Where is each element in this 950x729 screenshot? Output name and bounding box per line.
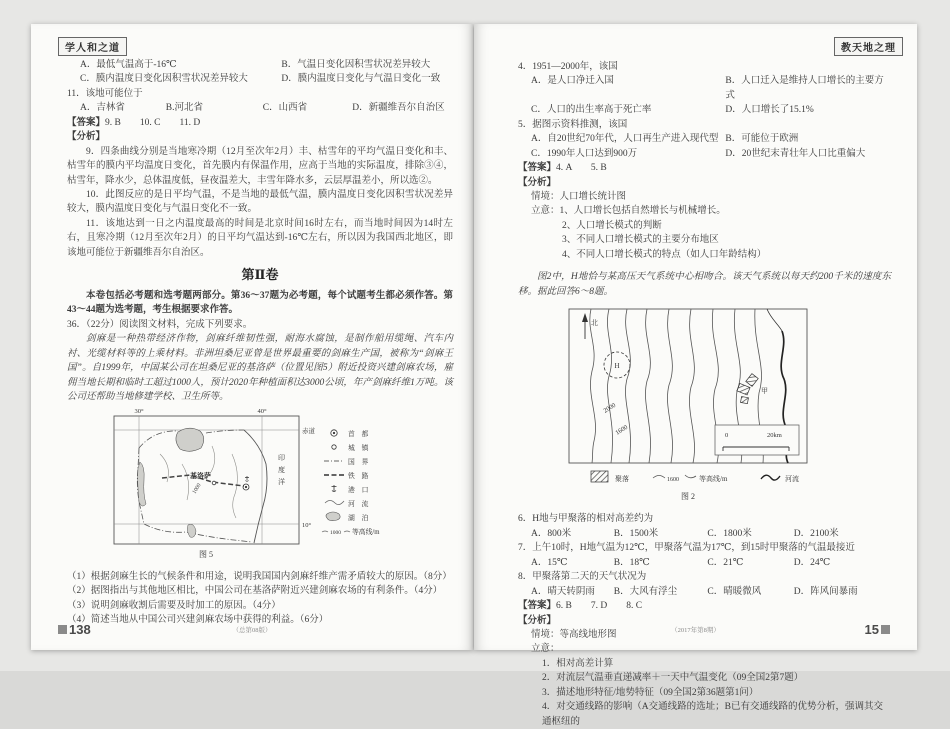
contour-label: 1000 bbox=[191, 482, 203, 496]
option-label: C．山西省 bbox=[262, 103, 308, 114]
intent-line: 2．对流层气温垂直递减率＋一天中气温变化（09全国2第7题） bbox=[542, 673, 804, 684]
situation-line: 情境：人口增长统计图 bbox=[531, 191, 627, 202]
answer-values: 6. B 7. D 8. C bbox=[556, 601, 643, 612]
option-label: D．阵风间暴雨 bbox=[793, 586, 858, 597]
legend-label: 首 都 bbox=[348, 431, 369, 439]
legend-label: 铁 路 bbox=[348, 473, 369, 481]
lake-victoria bbox=[176, 429, 204, 452]
answer-label: 【答案】 bbox=[518, 601, 557, 612]
contour-value-label: 2000 bbox=[601, 401, 617, 415]
option-label: D．24℃ bbox=[793, 557, 831, 568]
lon-label: 40° bbox=[257, 408, 267, 416]
question-stem: 11．该地可能位于 bbox=[67, 88, 143, 99]
option-label: C．21℃ bbox=[707, 557, 744, 568]
legend-label: 河 流 bbox=[348, 501, 369, 509]
intent-line: 3．描述地形特征/地势特征（09全国2第36题第1问） bbox=[542, 687, 759, 698]
column-badge-left: 学人和之道 bbox=[58, 37, 127, 56]
option-label: B．可能位于欧洲 bbox=[725, 134, 799, 145]
situation-line: 情境：等高线地形图 bbox=[531, 629, 617, 640]
tanzania-map bbox=[94, 406, 426, 562]
map-caption: 图 2 bbox=[680, 492, 695, 501]
legend-label: 等高线/m bbox=[352, 529, 380, 537]
option-label: C．1990年人口达到900万 bbox=[531, 148, 638, 159]
legend-contour-icon bbox=[344, 531, 350, 532]
option-label: B．18℃ bbox=[613, 557, 650, 568]
lat-label: 10° bbox=[302, 522, 312, 530]
contour-line bbox=[625, 309, 630, 463]
capital-symbol-dot bbox=[245, 486, 247, 488]
contour-value-label: 1600 bbox=[613, 423, 629, 437]
question-group-intro: 图2中，H地恰与某高压天气系统中心相吻合。该天气系统以每天约200千米的速度东移。据此回答6～8题。 bbox=[518, 272, 891, 297]
settlement-block bbox=[745, 374, 757, 387]
option-label: B．人口迁入是维持人口增长的主要方式 bbox=[725, 76, 884, 101]
issue-label-left: （总第08版） bbox=[232, 627, 272, 634]
map-caption: 图 5 bbox=[199, 550, 213, 560]
legend-port-icon bbox=[332, 485, 337, 492]
legend-river-icon bbox=[761, 475, 780, 480]
analysis-heading: 【分析】 bbox=[67, 132, 106, 143]
legend-contour-icon bbox=[322, 531, 328, 532]
contour-line bbox=[589, 309, 595, 463]
legend-label: 城 镇 bbox=[348, 445, 369, 453]
analysis-paragraph: 10．此图反应的是日平均气温，不是当地的最低气温，膜内温度日变化因积雪状况差异较大，膜内温度日变化与气温日变化不一致。 bbox=[67, 189, 453, 215]
subquestion-item: （3）说明剑麻收割后需要及时加工的原因。（4分） bbox=[67, 600, 281, 611]
analysis-paragraph: 11．该地达到一日之内温度最高的时间是北京时间16时左右，而当地时间因为14时左右，且寒冷期（12月至次年2月）的日平均气温达到-16℃左右，所以因为我国西北地区，即该地可能位于新疆维吾尔自治区。 bbox=[67, 218, 453, 258]
contour-line bbox=[645, 309, 650, 463]
lake-malawi bbox=[187, 525, 196, 538]
intent-line: 1．相对高差计算 bbox=[542, 658, 614, 669]
legend-lake-icon bbox=[326, 512, 340, 521]
subquestion-item: （4）简述当地从中国公司兴建剑麻农场中获得的利益。（6分） bbox=[67, 615, 329, 626]
question-stem: 7．上午10时，H地气温为12℃，甲聚落气温为17℃，到15时甲聚落的气温最接近 bbox=[518, 543, 855, 554]
legend-capital-icon-dot bbox=[333, 432, 335, 434]
intent-line: 2、人口增长模式的判断 bbox=[562, 220, 662, 231]
city-dot-kilosa bbox=[212, 482, 216, 486]
h-label: H bbox=[613, 362, 620, 370]
subquestion-item: （1）根据剑麻生长的气候条件和用途，说明我国国内剑麻纤维产需矛盾较大的原因。（8分） bbox=[67, 571, 452, 582]
scale-bar bbox=[715, 425, 799, 455]
options-row bbox=[518, 103, 891, 117]
contour-line bbox=[667, 309, 672, 463]
lon-label: 30° bbox=[134, 408, 144, 416]
answer-values: 4. A 5. B bbox=[556, 163, 607, 174]
options-row bbox=[67, 101, 453, 115]
option-label: B．大风有浮尘 bbox=[613, 586, 678, 597]
river bbox=[160, 446, 237, 518]
legend-label: 湖 泊 bbox=[348, 515, 369, 523]
legend-label: 河流 bbox=[784, 475, 799, 483]
intent-line: 立意：1、人口增长包括自然增长与机械增长。 bbox=[531, 206, 726, 217]
answer-label: 【答案】 bbox=[518, 163, 557, 174]
intent-line: 4．对交通线路的影响（A交通线路的选址；B已有交通线路的优势分析，强调其交通枢纽的 bbox=[542, 702, 883, 727]
option-label: C．膜内温度日变化因积雪状况差异较大 bbox=[80, 74, 248, 85]
analysis-heading: 【分析】 bbox=[518, 177, 557, 188]
page-number-value: 15 bbox=[864, 622, 879, 637]
scale-label: 0 bbox=[724, 432, 728, 439]
subquestion-item: （2）据图指出与其他地区相比，中国公司在基洛萨附近兴建剑麻农场的有利条件。（4分） bbox=[67, 586, 443, 597]
legend-river-icon bbox=[325, 501, 344, 505]
contour-line bbox=[607, 309, 612, 463]
legend-town-icon bbox=[332, 445, 336, 449]
contour-map-figure bbox=[518, 301, 891, 510]
ocean-label: 印 度 洋 bbox=[278, 454, 285, 487]
settlement-cluster bbox=[736, 374, 767, 404]
column-badge-right: 教天地之理 bbox=[834, 37, 903, 56]
legend-label: 港 口 bbox=[348, 487, 369, 495]
section-intro: 本卷包括必考题和选考题两部分。第36～37题为必考题，每个试题考生都必须作答。第43～44题为选考题，考生根据要求作答。 bbox=[67, 290, 453, 316]
city-label-kilosa: 基洛萨 bbox=[190, 472, 211, 481]
port-symbol bbox=[245, 476, 249, 481]
option-label: A．15℃ bbox=[531, 557, 568, 568]
options-row bbox=[518, 527, 891, 541]
scale-box bbox=[715, 425, 799, 455]
contour-line bbox=[689, 309, 694, 463]
answer-label: 【答案】 bbox=[67, 117, 106, 128]
legend-settlement-icon bbox=[591, 471, 608, 482]
option-label: C．人口的出生率高于死亡率 bbox=[531, 105, 652, 116]
options-row bbox=[67, 72, 453, 86]
legend-label: 等高线/m bbox=[698, 475, 727, 483]
option-label: A．最低气温高于-16℃ bbox=[80, 60, 177, 70]
option-label: D．新疆维吾尔自治区 bbox=[352, 103, 445, 114]
north-label: 北 bbox=[590, 319, 598, 327]
legend-contour-icon bbox=[653, 476, 665, 479]
analysis-paragraph: 9．四条曲线分别是当地寒冷期（12月至次年2月）丰、枯雪年的平均气温日变化和丰、枯雪年的膜内平均温度日变化，首先膜内有保温作用，应高于当地的实际温度，排除③④，枯雪年，降水少，总体温度低，昼夜温差大，丰雪年降水多，云层厚温差小，所以选②。 bbox=[67, 146, 453, 186]
analysis-heading: 【分析】 bbox=[518, 615, 557, 626]
intent-line: 3、不同人口增长模式的主要分布地区 bbox=[562, 235, 719, 246]
answer-line bbox=[518, 161, 891, 175]
equator-label: 赤道 bbox=[302, 428, 315, 436]
legend-contour-value: 1000 bbox=[330, 530, 341, 537]
river-line bbox=[767, 309, 782, 331]
option-label: A．自20世纪70年代，人口再生产进入现代型 bbox=[531, 134, 719, 145]
question-stem: 4．1951—2000年，该国 bbox=[518, 62, 618, 72]
options-row bbox=[67, 58, 453, 72]
option-label: B.河北省 bbox=[165, 103, 203, 114]
answer-values: 9. B 10. C 11. D bbox=[105, 117, 201, 128]
tanzania-map-figure bbox=[67, 406, 453, 567]
options-row bbox=[518, 147, 891, 161]
answer-line bbox=[67, 116, 453, 130]
map-legend bbox=[322, 429, 380, 536]
option-label: A．800米 bbox=[531, 528, 572, 539]
legend-contour-icon bbox=[685, 475, 696, 478]
options-row bbox=[518, 585, 891, 599]
map-legend bbox=[591, 471, 799, 483]
contour-map bbox=[555, 301, 855, 505]
lake-tanganyika bbox=[138, 462, 146, 506]
question-stem: 5．据图示资料推测，该国 bbox=[518, 119, 628, 130]
option-label: A．吉林省 bbox=[80, 103, 125, 114]
right-page bbox=[474, 24, 917, 727]
option-label: D．20世纪末青壮年人口比重偏大 bbox=[725, 148, 866, 159]
left-page bbox=[31, 24, 473, 650]
option-label: D．膜内温度日变化与气温日变化一致 bbox=[281, 74, 441, 85]
section-heading: 第Ⅱ卷 bbox=[241, 267, 279, 283]
option-label: B．1500米 bbox=[613, 528, 659, 539]
option-label: C．1800米 bbox=[707, 528, 752, 539]
question-36-material: 剑麻是一种热带经济作物，剑麻纤维韧性强，耐海水腐蚀，是制作船用缆绳、汽车内衬、光缆材料等的上乘材料。非洲坦桑尼亚曾是世界最重要的剑麻生产国，被称为“剑麻王国”。自1999年，中国某公司在坦桑尼亚的基洛萨（位置见图5）附近投资兴建剑麻农场，雇佣当地长期和临时工超过1000人，预计2020年种植面积达3000公顷，年产剑麻纤维1万吨。该公司还帮助当地修建学校、卫生所等。 bbox=[67, 334, 453, 402]
coastline bbox=[244, 430, 267, 543]
options-row bbox=[518, 132, 891, 146]
answer-line bbox=[518, 599, 891, 613]
left-page-content bbox=[67, 58, 453, 628]
options-row bbox=[518, 556, 891, 570]
settlement-label: 甲 bbox=[760, 387, 768, 395]
option-label: D．2100米 bbox=[793, 528, 839, 539]
question-stem: 8．甲聚落第二天的天气状况为 bbox=[518, 572, 647, 583]
settlement-block bbox=[736, 383, 749, 395]
question-36-heading: 36．（22分）阅读图文材料，完成下列要求。 bbox=[67, 319, 253, 330]
intent-heading: 立意： bbox=[531, 644, 560, 655]
legend-label: 聚落 bbox=[614, 475, 629, 483]
option-label: D．人口增长了15.1% bbox=[725, 105, 814, 116]
question-stem: 6．H地与甲聚落的相对高差约为 bbox=[518, 514, 654, 525]
issue-label-right: （2017年第8期） bbox=[671, 627, 720, 634]
option-label: B．气温日变化因积雪状况差异较大 bbox=[281, 60, 431, 70]
scale-label: 20km bbox=[766, 432, 782, 439]
legend-label: 国 界 bbox=[348, 459, 369, 467]
settlement-block bbox=[740, 397, 748, 404]
option-label: C．晴暖微风 bbox=[707, 586, 762, 597]
page-number-value: 138 bbox=[69, 622, 91, 637]
legend-contour-value: 1600 bbox=[666, 477, 679, 483]
option-label: A．是人口净迁入国 bbox=[531, 76, 614, 87]
option-label: A．晴天转阴雨 bbox=[531, 586, 595, 597]
intent-line: 4、不同人口增长模式的特点（如人口年龄结构） bbox=[562, 249, 767, 260]
options-row bbox=[518, 74, 891, 103]
